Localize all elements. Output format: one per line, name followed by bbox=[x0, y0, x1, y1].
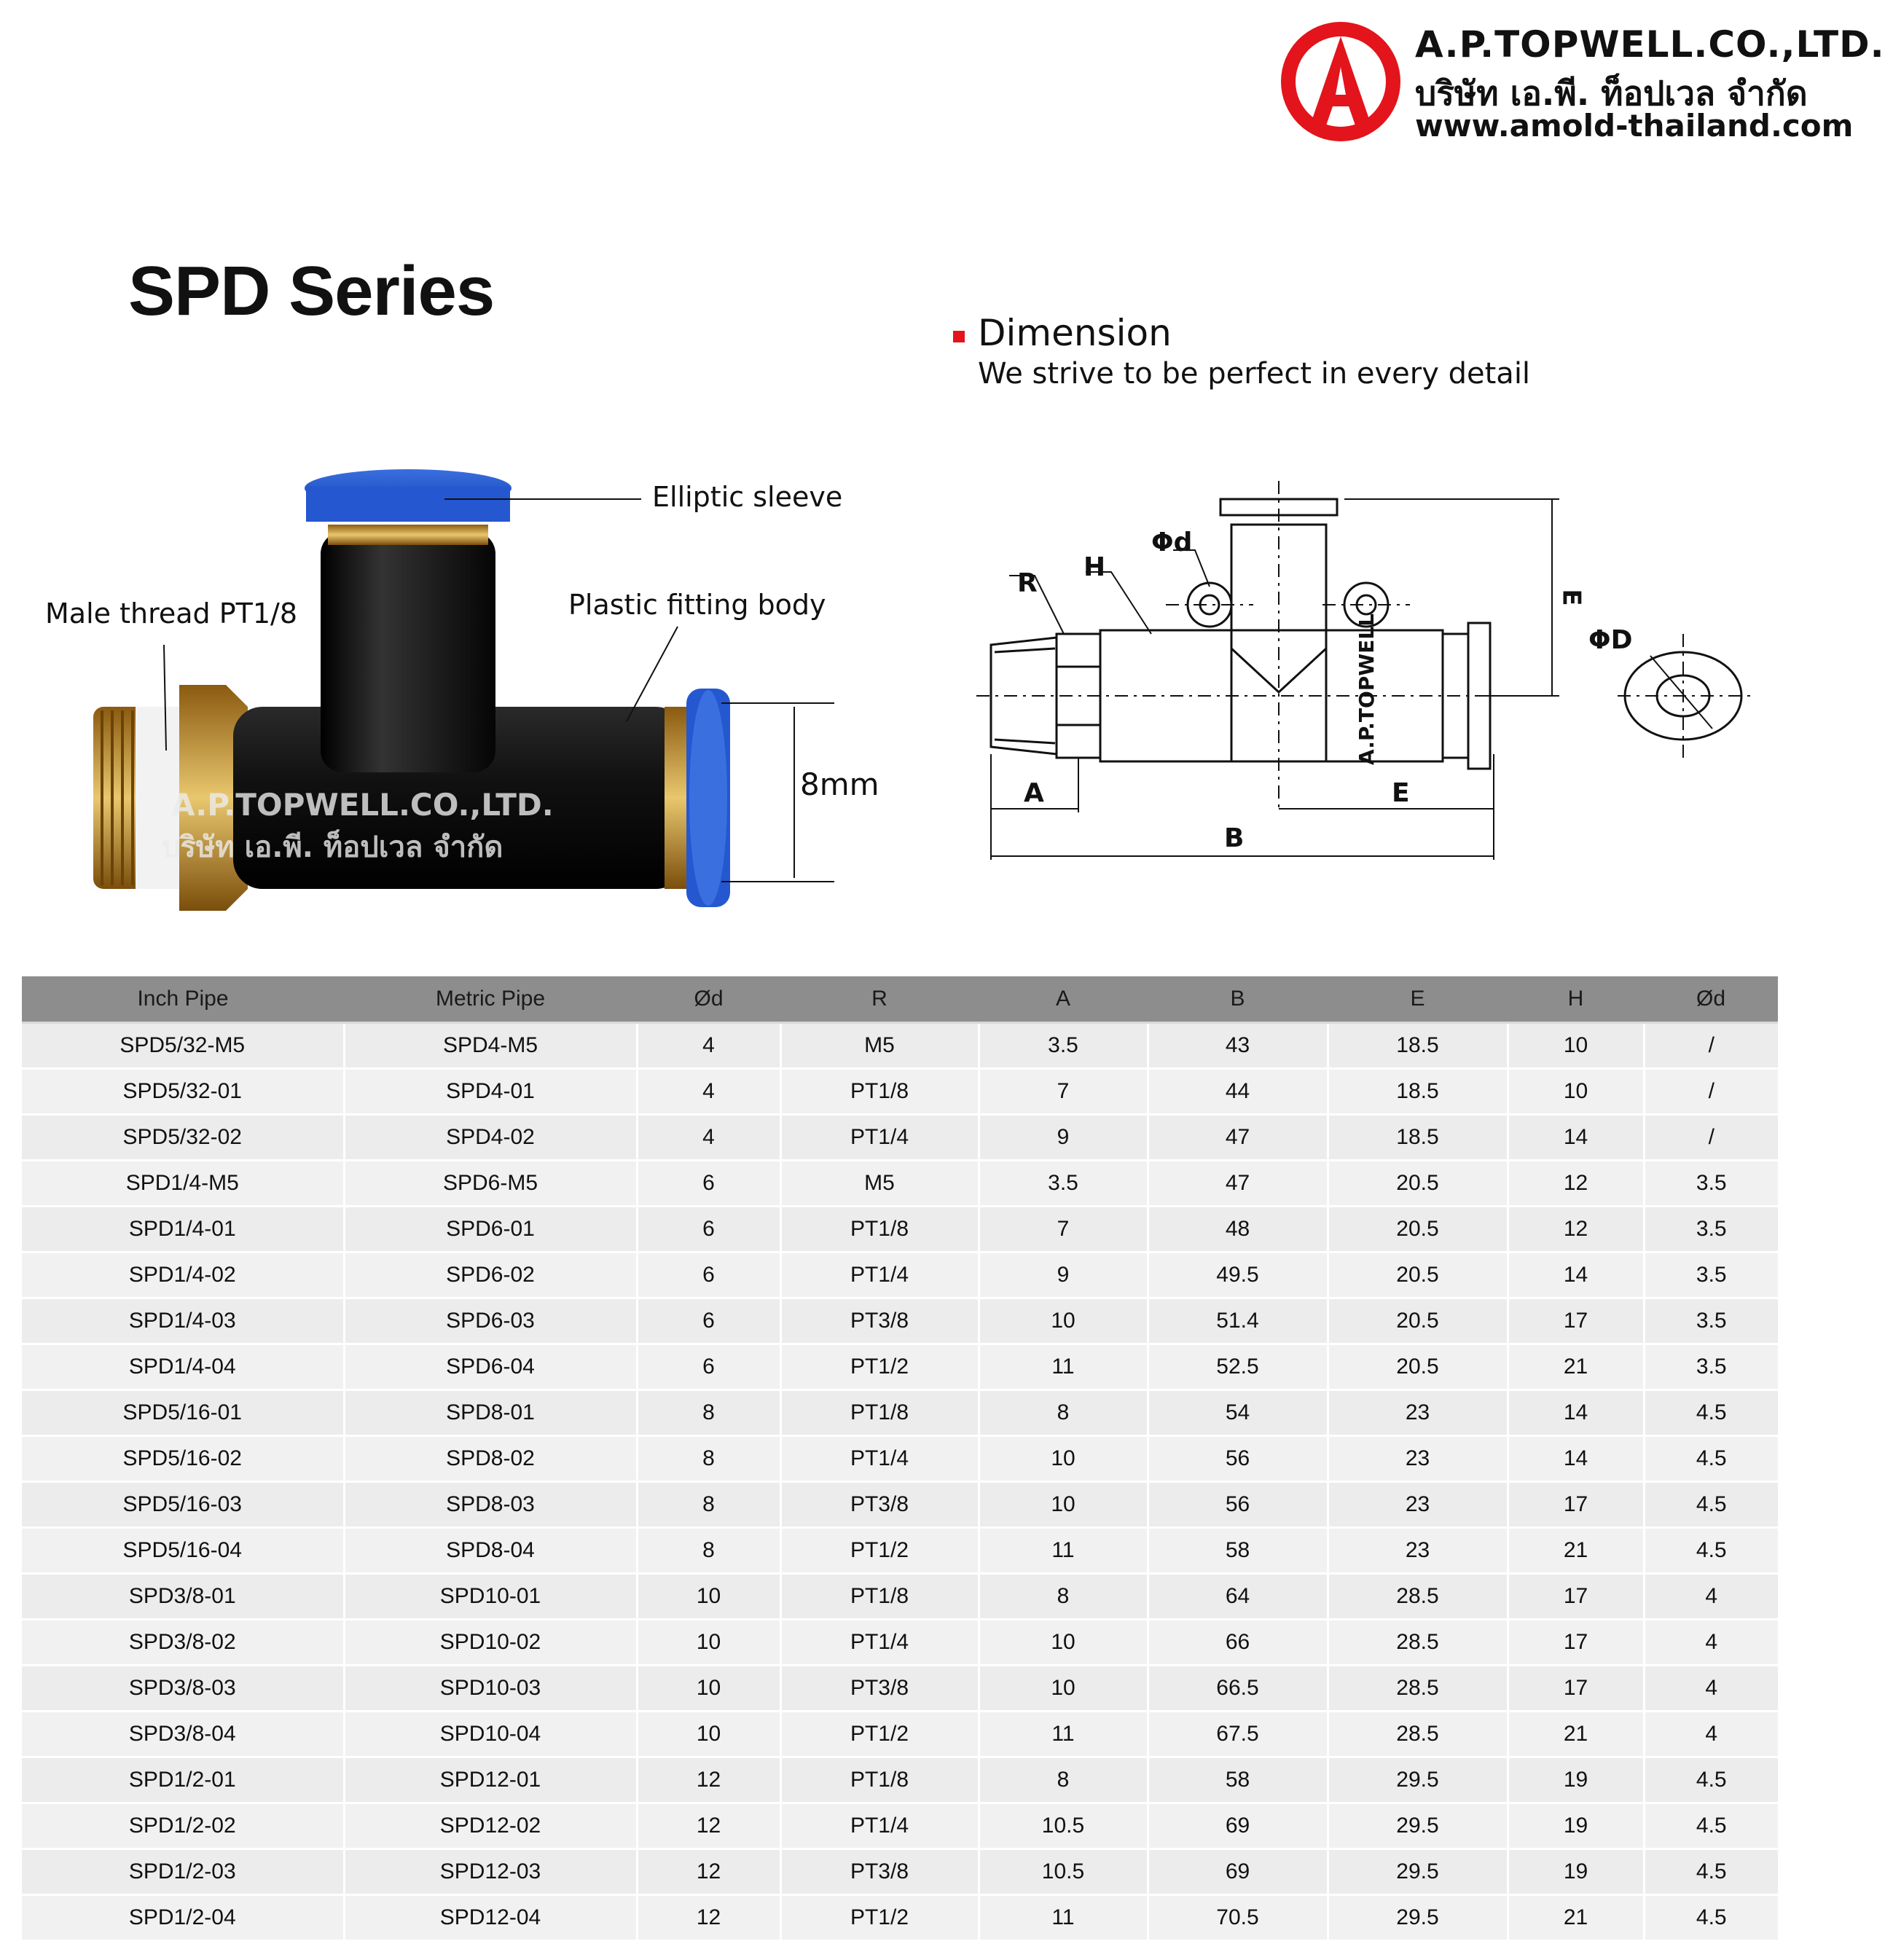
table-cell: 28.5 bbox=[1328, 1712, 1508, 1757]
table-cell: SPD6-M5 bbox=[344, 1161, 637, 1207]
table-cell: 47 bbox=[1148, 1161, 1328, 1207]
logo-company-name: A.P.TOPWELL.CO.,LTD. bbox=[1415, 23, 1885, 66]
table-cell: SPD12-02 bbox=[344, 1803, 637, 1849]
table-row bbox=[22, 1666, 1778, 1712]
table-cell: 10 bbox=[637, 1666, 780, 1712]
table-cell: 11 bbox=[979, 1344, 1148, 1390]
table-cell: 21 bbox=[1508, 1712, 1644, 1757]
table-cell: 3.5 bbox=[979, 1023, 1148, 1069]
table-row bbox=[22, 1574, 1778, 1620]
table-row bbox=[22, 1482, 1778, 1528]
table-cell: 10 bbox=[979, 1298, 1148, 1344]
table-cell: 29.5 bbox=[1328, 1757, 1508, 1803]
table-cell: PT1/4 bbox=[780, 1620, 979, 1666]
table-cell: 3.5 bbox=[1644, 1207, 1778, 1253]
table-cell: SPD6-03 bbox=[344, 1298, 637, 1344]
table-cell: 4 bbox=[1644, 1712, 1778, 1757]
table-cell: 6 bbox=[637, 1253, 780, 1298]
label-E-vertical: E bbox=[1556, 589, 1586, 606]
table-cell: SPD1/4-M5 bbox=[22, 1161, 344, 1207]
table-cell: 8 bbox=[637, 1390, 780, 1436]
table-cell: SPD12-04 bbox=[344, 1895, 637, 1941]
table-cell: 14 bbox=[1508, 1115, 1644, 1161]
table-cell: 12 bbox=[637, 1849, 780, 1895]
table-cell: SPD5/16-04 bbox=[22, 1528, 344, 1574]
table-cell: 47 bbox=[1148, 1115, 1328, 1161]
table-cell: SPD12-03 bbox=[344, 1849, 637, 1895]
table-cell: 20.5 bbox=[1328, 1161, 1508, 1207]
table-cell: SPD5/16-03 bbox=[22, 1482, 344, 1528]
spec-table bbox=[22, 976, 1778, 1942]
table-cell: 10 bbox=[979, 1482, 1148, 1528]
table-cell: 12 bbox=[637, 1895, 780, 1941]
table-cell: 28.5 bbox=[1328, 1620, 1508, 1666]
table-cell: SPD3/8-02 bbox=[22, 1620, 344, 1666]
table-cell: SPD3/8-01 bbox=[22, 1574, 344, 1620]
table-cell: 4.5 bbox=[1644, 1482, 1778, 1528]
table-cell: 4.5 bbox=[1644, 1390, 1778, 1436]
table-cell: 8 bbox=[979, 1390, 1148, 1436]
table-cell: 6 bbox=[637, 1207, 780, 1253]
table-row bbox=[22, 1344, 1778, 1390]
table-cell: PT1/4 bbox=[780, 1253, 979, 1298]
company-logo bbox=[1275, 15, 1885, 153]
table-cell: 8 bbox=[637, 1528, 780, 1574]
table-cell: 11 bbox=[979, 1528, 1148, 1574]
label-B: B bbox=[1224, 823, 1245, 853]
callout-size: 8mm bbox=[800, 767, 879, 802]
table-cell: SPD12-01 bbox=[344, 1757, 637, 1803]
table-cell: 23 bbox=[1328, 1482, 1508, 1528]
table-cell: 4.5 bbox=[1644, 1803, 1778, 1849]
table-cell: 4.5 bbox=[1644, 1528, 1778, 1574]
table-cell: 52.5 bbox=[1148, 1344, 1328, 1390]
table-cell: 14 bbox=[1508, 1253, 1644, 1298]
table-cell: PT1/8 bbox=[780, 1390, 979, 1436]
table-cell: 8 bbox=[637, 1436, 780, 1482]
table-cell: PT3/8 bbox=[780, 1849, 979, 1895]
label-E: E bbox=[1392, 778, 1410, 808]
table-row bbox=[22, 1757, 1778, 1803]
table-cell: PT1/8 bbox=[780, 1207, 979, 1253]
table-row bbox=[22, 1712, 1778, 1757]
table-cell: SPD10-01 bbox=[344, 1574, 637, 1620]
table-cell: 6 bbox=[637, 1344, 780, 1390]
table-cell: 4.5 bbox=[1644, 1757, 1778, 1803]
table-cell: PT1/4 bbox=[780, 1115, 979, 1161]
table-cell: 10 bbox=[637, 1712, 780, 1757]
table-cell: 10 bbox=[1508, 1023, 1644, 1069]
label-H: H bbox=[1083, 552, 1106, 582]
table-cell: 8 bbox=[979, 1757, 1148, 1803]
table-row bbox=[22, 1023, 1778, 1069]
table-cell: / bbox=[1644, 1115, 1778, 1161]
table-cell: 6 bbox=[637, 1161, 780, 1207]
callout-plastic-body: Plastic fitting body bbox=[568, 589, 826, 621]
table-cell: 4 bbox=[637, 1069, 780, 1115]
table-cell: 69 bbox=[1148, 1849, 1328, 1895]
table-cell: SPD1/4-01 bbox=[22, 1207, 344, 1253]
table-cell: 23 bbox=[1328, 1390, 1508, 1436]
table-cell: SPD5/16-01 bbox=[22, 1390, 344, 1436]
table-cell: 20.5 bbox=[1328, 1253, 1508, 1298]
table-cell: 10 bbox=[637, 1620, 780, 1666]
table-cell: 3.5 bbox=[1644, 1298, 1778, 1344]
table-cell: 19 bbox=[1508, 1757, 1644, 1803]
table-cell: 29.5 bbox=[1328, 1849, 1508, 1895]
table-row bbox=[22, 1849, 1778, 1895]
table-cell: SPD4-M5 bbox=[344, 1023, 637, 1069]
table-cell: 10.5 bbox=[979, 1803, 1148, 1849]
table-row bbox=[22, 1436, 1778, 1482]
table-cell: 56 bbox=[1148, 1436, 1328, 1482]
table-cell: PT1/2 bbox=[780, 1344, 979, 1390]
table-cell: 21 bbox=[1508, 1895, 1644, 1941]
table-cell: PT1/2 bbox=[780, 1712, 979, 1757]
table-cell: 29.5 bbox=[1328, 1803, 1508, 1849]
product-photo bbox=[36, 466, 911, 918]
table-cell: 23 bbox=[1328, 1528, 1508, 1574]
table-cell: 44 bbox=[1148, 1069, 1328, 1115]
table-cell: M5 bbox=[780, 1161, 979, 1207]
table-cell: SPD5/32-01 bbox=[22, 1069, 344, 1115]
table-cell: PT3/8 bbox=[780, 1482, 979, 1528]
table-cell: SPD5/32-M5 bbox=[22, 1023, 344, 1069]
drawing-brand: A.P.TOPWELL bbox=[1355, 614, 1379, 765]
watermark-company: A.P.TOPWELL.CO.,LTD. bbox=[171, 787, 554, 823]
table-cell: 8 bbox=[637, 1482, 780, 1528]
table-cell: 29.5 bbox=[1328, 1895, 1508, 1941]
table-cell: 70.5 bbox=[1148, 1895, 1328, 1941]
table-cell: 4 bbox=[1644, 1666, 1778, 1712]
table-row bbox=[22, 1803, 1778, 1849]
table-cell: 51.4 bbox=[1148, 1298, 1328, 1344]
table-cell: 18.5 bbox=[1328, 1023, 1508, 1069]
header-A: A bbox=[979, 976, 1148, 1023]
table-cell: 66.5 bbox=[1148, 1666, 1328, 1712]
table-cell: 10 bbox=[979, 1620, 1148, 1666]
watermark-thai: บริษัท เอ.พี. ท็อปเวล จำกัด bbox=[162, 831, 503, 864]
table-cell: 10.5 bbox=[979, 1849, 1148, 1895]
table-cell: 19 bbox=[1508, 1803, 1644, 1849]
table-cell: SPD1/4-03 bbox=[22, 1298, 344, 1344]
table-cell: 21 bbox=[1508, 1528, 1644, 1574]
table-cell: 19 bbox=[1508, 1849, 1644, 1895]
header-B: B bbox=[1148, 976, 1328, 1023]
table-header-row bbox=[22, 976, 1778, 1023]
table-cell: 17 bbox=[1508, 1482, 1644, 1528]
table-cell: 10 bbox=[979, 1436, 1148, 1482]
table-cell: 4.5 bbox=[1644, 1895, 1778, 1941]
logo-website: www.amold-thailand.com bbox=[1415, 108, 1854, 144]
label-R: R bbox=[1017, 568, 1038, 598]
table-cell: SPD4-02 bbox=[344, 1115, 637, 1161]
table-cell: 17 bbox=[1508, 1298, 1644, 1344]
table-cell: SPD8-01 bbox=[344, 1390, 637, 1436]
table-cell: 20.5 bbox=[1328, 1344, 1508, 1390]
table-row bbox=[22, 1253, 1778, 1298]
table-cell: 3.5 bbox=[979, 1161, 1148, 1207]
table-cell: 7 bbox=[979, 1069, 1148, 1115]
table-cell: 8 bbox=[979, 1574, 1148, 1620]
table-cell: 10 bbox=[637, 1574, 780, 1620]
table-row bbox=[22, 1161, 1778, 1207]
table-cell: 4 bbox=[1644, 1620, 1778, 1666]
table-cell: 18.5 bbox=[1328, 1069, 1508, 1115]
table-cell: 6 bbox=[637, 1298, 780, 1344]
table-cell: 4 bbox=[1644, 1574, 1778, 1620]
table-cell: 7 bbox=[979, 1207, 1148, 1253]
table-cell: SPD6-01 bbox=[344, 1207, 637, 1253]
table-cell: 10 bbox=[979, 1666, 1148, 1712]
table-cell: SPD3/8-03 bbox=[22, 1666, 344, 1712]
table-cell: 9 bbox=[979, 1115, 1148, 1161]
dimension-heading: Dimension bbox=[978, 312, 1172, 354]
table-cell: 28.5 bbox=[1328, 1666, 1508, 1712]
header-R: R bbox=[780, 976, 979, 1023]
header-E: E bbox=[1328, 976, 1508, 1023]
page-title: SPD Series bbox=[128, 252, 495, 330]
table-cell: 11 bbox=[979, 1895, 1148, 1941]
table-cell: / bbox=[1644, 1069, 1778, 1115]
table-row bbox=[22, 1620, 1778, 1666]
table-cell: SPD10-04 bbox=[344, 1712, 637, 1757]
table-row bbox=[22, 1298, 1778, 1344]
table-cell: PT1/8 bbox=[780, 1574, 979, 1620]
table-cell: SPD1/2-04 bbox=[22, 1895, 344, 1941]
table-cell: 3.5 bbox=[1644, 1344, 1778, 1390]
technical-drawing-icon bbox=[969, 466, 1771, 889]
table-cell: 14 bbox=[1508, 1390, 1644, 1436]
header-od-2: Ød bbox=[1644, 976, 1778, 1023]
table-cell: 4.5 bbox=[1644, 1436, 1778, 1482]
table-cell: 11 bbox=[979, 1712, 1148, 1757]
logo-a-icon bbox=[1275, 16, 1406, 147]
table-cell: / bbox=[1644, 1023, 1778, 1069]
table-cell: 4.5 bbox=[1644, 1849, 1778, 1895]
table-cell: PT1/4 bbox=[780, 1436, 979, 1482]
table-cell: SPD5/32-02 bbox=[22, 1115, 344, 1161]
table-cell: 17 bbox=[1508, 1666, 1644, 1712]
header-od: Ød bbox=[637, 976, 780, 1023]
table-cell: 3.5 bbox=[1644, 1161, 1778, 1207]
table-cell: 49.5 bbox=[1148, 1253, 1328, 1298]
table-cell: PT1/2 bbox=[780, 1895, 979, 1941]
table-cell: SPD1/2-01 bbox=[22, 1757, 344, 1803]
table-cell: SPD3/8-04 bbox=[22, 1712, 344, 1757]
table-cell: 17 bbox=[1508, 1574, 1644, 1620]
table-row bbox=[22, 1528, 1778, 1574]
table-cell: SPD1/2-03 bbox=[22, 1849, 344, 1895]
table-cell: 66 bbox=[1148, 1620, 1328, 1666]
table-cell: 28.5 bbox=[1328, 1574, 1508, 1620]
dimension-drawing bbox=[969, 466, 1771, 889]
table-cell: SPD8-03 bbox=[344, 1482, 637, 1528]
table-cell: PT3/8 bbox=[780, 1298, 979, 1344]
table-cell: 21 bbox=[1508, 1344, 1644, 1390]
table-cell: 69 bbox=[1148, 1803, 1328, 1849]
table-cell: 67.5 bbox=[1148, 1712, 1328, 1757]
table-row bbox=[22, 1390, 1778, 1436]
table-cell: 12 bbox=[637, 1757, 780, 1803]
table-cell: 9 bbox=[979, 1253, 1148, 1298]
table-cell: M5 bbox=[780, 1023, 979, 1069]
label-phi-D: ΦD bbox=[1588, 625, 1633, 655]
table-cell: PT1/2 bbox=[780, 1528, 979, 1574]
table-cell: 56 bbox=[1148, 1482, 1328, 1528]
table-cell: SPD8-02 bbox=[344, 1436, 637, 1482]
bullet-square-icon bbox=[953, 331, 965, 342]
table-cell: 20.5 bbox=[1328, 1207, 1508, 1253]
table-cell: SPD6-04 bbox=[344, 1344, 637, 1390]
table-cell: 12 bbox=[1508, 1161, 1644, 1207]
table-cell: 3.5 bbox=[1644, 1253, 1778, 1298]
table-cell: PT1/8 bbox=[780, 1757, 979, 1803]
table-cell: 54 bbox=[1148, 1390, 1328, 1436]
header-H: H bbox=[1508, 976, 1644, 1023]
table-cell: 23 bbox=[1328, 1436, 1508, 1482]
table-cell: SPD6-02 bbox=[344, 1253, 637, 1298]
table-row bbox=[22, 1069, 1778, 1115]
table-cell: SPD10-02 bbox=[344, 1620, 637, 1666]
table-cell: 43 bbox=[1148, 1023, 1328, 1069]
label-A: A bbox=[1024, 778, 1044, 808]
header-inch-pipe: Inch Pipe bbox=[22, 976, 344, 1023]
callout-elliptic-sleeve: Elliptic sleeve bbox=[652, 481, 843, 513]
callout-male-thread: Male thread PT1/8 bbox=[45, 597, 298, 630]
table-cell: SPD8-04 bbox=[344, 1528, 637, 1574]
table-cell: SPD5/16-02 bbox=[22, 1436, 344, 1482]
table-cell: SPD1/2-02 bbox=[22, 1803, 344, 1849]
table-cell: 17 bbox=[1508, 1620, 1644, 1666]
table-cell: 10 bbox=[1508, 1069, 1644, 1115]
table-cell: 12 bbox=[1508, 1207, 1644, 1253]
table-cell: PT1/4 bbox=[780, 1803, 979, 1849]
logo-thai-name: บริษัท เอ.พี. ท็อปเวล จำกัด bbox=[1415, 74, 1808, 113]
table-cell: PT1/8 bbox=[780, 1069, 979, 1115]
table-cell: PT3/8 bbox=[780, 1666, 979, 1712]
table-row bbox=[22, 1115, 1778, 1161]
table-cell: 18.5 bbox=[1328, 1115, 1508, 1161]
table-cell: SPD1/4-02 bbox=[22, 1253, 344, 1298]
table-cell: 20.5 bbox=[1328, 1298, 1508, 1344]
table-row bbox=[22, 1895, 1778, 1941]
table-cell: SPD4-01 bbox=[344, 1069, 637, 1115]
table-cell: 4 bbox=[637, 1115, 780, 1161]
table-row bbox=[22, 1207, 1778, 1253]
table-cell: 64 bbox=[1148, 1574, 1328, 1620]
table-cell: SPD1/4-04 bbox=[22, 1344, 344, 1390]
table-cell: 48 bbox=[1148, 1207, 1328, 1253]
header-metric-pipe: Metric Pipe bbox=[344, 976, 637, 1023]
table-cell: 58 bbox=[1148, 1528, 1328, 1574]
table-cell: 4 bbox=[637, 1023, 780, 1069]
table-cell: 14 bbox=[1508, 1436, 1644, 1482]
label-phi-d: Φd bbox=[1151, 528, 1193, 557]
table-cell: 12 bbox=[637, 1803, 780, 1849]
table-cell: 58 bbox=[1148, 1757, 1328, 1803]
table-cell: SPD10-03 bbox=[344, 1666, 637, 1712]
dimension-subtitle: We strive to be perfect in every detail bbox=[978, 357, 1531, 391]
